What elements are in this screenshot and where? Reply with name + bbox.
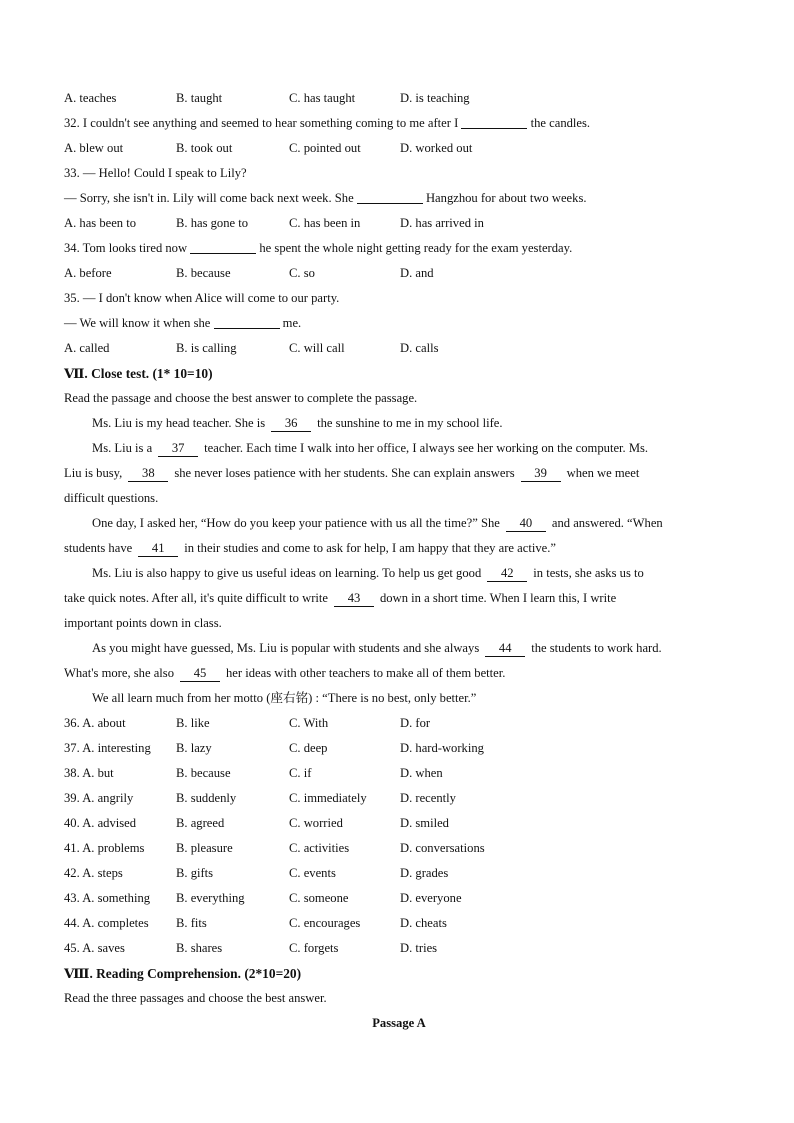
cloze-option-b: B. shares — [176, 941, 223, 955]
q34-option-b: B. because — [176, 266, 231, 280]
blank-39: 39 — [521, 466, 561, 482]
q35-text-pre: — We will know it when she — [64, 316, 214, 330]
q35-text-post: me. — [279, 316, 302, 330]
q35-option-a: A. called — [64, 341, 110, 355]
cloze-option-d: D. tries — [400, 941, 438, 955]
q34-options — [64, 261, 734, 286]
q32-text-post: the candles. — [527, 116, 591, 130]
cloze-option-row — [64, 761, 734, 786]
q34-blank — [190, 238, 256, 254]
cloze-option-c: C. someone — [289, 891, 349, 905]
cloze-option-row — [64, 861, 734, 886]
cloze-text: teacher. Each time I walk into her office, I always see her working on the computer. Ms. — [204, 441, 649, 455]
cloze-text: What's more, she also — [64, 666, 174, 680]
cloze-option-d: D. grades — [400, 866, 449, 880]
q33-text-pre: — Sorry, she isn't in. Lily will come back next week. She — [64, 191, 357, 205]
blank-45: 45 — [180, 666, 220, 682]
exam-page — [64, 86, 734, 1036]
cloze-text: when we meet — [566, 466, 640, 480]
cloze-option-row — [64, 811, 734, 836]
cloze-option-d: D. everyone — [400, 891, 462, 905]
cloze-option-row — [64, 836, 734, 861]
reading-heading: Ⅷ. Reading Comprehension. (2*10=20) — [64, 966, 302, 981]
cloze-option-d: D. for — [400, 716, 431, 730]
cloze-paragraph-3-cont — [64, 536, 734, 561]
q31-option-b: B. taught — [176, 91, 223, 105]
cloze-option-c: C. activities — [289, 841, 350, 855]
q35-option-c: C. will call — [289, 341, 345, 355]
q34-option-d: D. and — [400, 266, 434, 280]
blank-42: 42 — [487, 566, 527, 582]
cloze-text: students have — [64, 541, 133, 555]
cloze-text: Ms. Liu is also happy to give us useful ideas on learning. To help us get good — [92, 566, 482, 580]
q33-option-a: A. has been to — [64, 216, 137, 230]
q35-stem — [64, 311, 734, 336]
q32-text-pre: 32. I couldn't see anything and seemed to hear something coming to me after I — [64, 116, 462, 130]
q35-blank — [214, 313, 280, 329]
q33-line1: 33. — Hello! Could I speak to Lily? — [64, 166, 247, 180]
cloze-text: As you might have guessed, Ms. Liu is popular with students and she always — [92, 641, 480, 655]
cloze-option-a: 43. A. something — [64, 891, 151, 905]
cloze-option-b: B. pleasure — [176, 841, 233, 855]
cloze-text: in tests, she asks us to — [533, 566, 644, 580]
cloze-text: she never loses patience with her students. She can explain answers — [174, 466, 515, 480]
cloze-option-c: C. if — [289, 766, 312, 780]
cloze-option-row — [64, 786, 734, 811]
q35-option-b: B. is calling — [176, 341, 237, 355]
cloze-text: in their studies and come to ask for help, I am happy that they are active.” — [184, 541, 556, 555]
cloze-option-b: B. lazy — [176, 741, 212, 755]
cloze-option-row — [64, 911, 734, 936]
q31-option-a: A. teaches — [64, 91, 117, 105]
cloze-option-c: C. deep — [289, 741, 328, 755]
cloze-paragraph-4-cont — [64, 586, 734, 611]
q33-blank — [357, 188, 423, 204]
cloze-option-a: 37. A. interesting — [64, 741, 151, 755]
q32-options — [64, 136, 734, 161]
cloze-option-b: B. everything — [176, 891, 245, 905]
cloze-option-d: D. when — [400, 766, 443, 780]
q34-option-c: C. so — [289, 266, 315, 280]
cloze-option-c: C. encourages — [289, 916, 361, 930]
passage-a-title: Passage A — [372, 1016, 426, 1030]
q33-options — [64, 211, 734, 236]
cloze-option-d: D. cheats — [400, 916, 447, 930]
cloze-paragraph-2-end: difficult questions. — [64, 491, 159, 505]
cloze-option-b: B. like — [176, 716, 210, 730]
q33-option-b: B. has gone to — [176, 216, 249, 230]
blank-38: 38 — [128, 466, 168, 482]
q32-blank — [461, 113, 527, 129]
cloze-option-row — [64, 936, 734, 961]
blank-41: 41 — [138, 541, 178, 557]
q33-text-post: Hangzhou for about two weeks. — [422, 191, 587, 205]
cloze-paragraph-1 — [64, 411, 734, 436]
cloze-text: her ideas with other teachers to make all of them better. — [226, 666, 506, 680]
cloze-option-row — [64, 886, 734, 911]
cloze-option-a: 42. A. steps — [64, 866, 123, 880]
cloze-text: Ms. Liu is a — [92, 441, 153, 455]
q31-options — [64, 86, 734, 111]
cloze-paragraph-6: We all learn much from her motto (座右铭) : “There is no best, only better.” — [92, 691, 477, 705]
q33-stem — [64, 186, 734, 211]
cloze-paragraph-5-cont — [64, 661, 734, 686]
cloze-paragraph-3 — [64, 511, 734, 536]
q35-option-d: D. calls — [400, 341, 439, 355]
cloze-text: and answered. “When — [551, 516, 663, 530]
cloze-option-a: 44. A. completes — [64, 916, 149, 930]
cloze-text: Ms. Liu is my head teacher. She is — [92, 416, 266, 430]
q31-option-c: C. has taught — [289, 91, 356, 105]
cloze-paragraph-2 — [64, 436, 734, 461]
cloze-option-a: 39. A. angrily — [64, 791, 134, 805]
cloze-option-d: D. smiled — [400, 816, 449, 830]
q33-option-d: D. has arrived in — [400, 216, 484, 230]
q32-option-a: A. blew out — [64, 141, 124, 155]
cloze-text: the sunshine to me in my school life. — [317, 416, 503, 430]
q35-options — [64, 336, 734, 361]
cloze-heading: Ⅶ. Close test. (1* 10=10) — [64, 366, 213, 381]
cloze-option-c: C. worried — [289, 816, 343, 830]
cloze-option-a: 36. A. about — [64, 716, 126, 730]
cloze-option-c: C. With — [289, 716, 329, 730]
cloze-option-row — [64, 736, 734, 761]
q32-option-c: C. pointed out — [289, 141, 361, 155]
cloze-option-b: B. suddenly — [176, 791, 237, 805]
q34-stem — [64, 236, 734, 261]
cloze-option-row — [64, 711, 734, 736]
q32-option-b: B. took out — [176, 141, 233, 155]
blank-44: 44 — [485, 641, 525, 657]
cloze-text: take quick notes. After all, it's quite difficult to write — [64, 591, 328, 605]
cloze-option-a: 45. A. saves — [64, 941, 125, 955]
q34-text-post: he spent the whole night getting ready for the exam yesterday. — [256, 241, 573, 255]
cloze-text: the students to work hard. — [531, 641, 662, 655]
cloze-paragraph-4-end: important points down in class. — [64, 616, 222, 630]
cloze-text: One day, I asked her, “How do you keep your patience with us all the time?” She — [92, 516, 500, 530]
cloze-option-b: B. because — [176, 766, 231, 780]
cloze-text: Liu is busy, — [64, 466, 123, 480]
cloze-option-a: 41. A. problems — [64, 841, 145, 855]
cloze-option-c: C. immediately — [289, 791, 367, 805]
reading-instruction: Read the three passages and choose the best answer. — [64, 991, 327, 1005]
q32-stem — [64, 111, 734, 136]
cloze-option-b: B. gifts — [176, 866, 214, 880]
cloze-option-a: 40. A. advised — [64, 816, 137, 830]
cloze-paragraph-5 — [64, 636, 734, 661]
cloze-instruction: Read the passage and choose the best answer to complete the passage. — [64, 391, 418, 405]
blank-40: 40 — [506, 516, 546, 532]
cloze-text: down in a short time. When I learn this, I write — [380, 591, 617, 605]
cloze-option-a: 38. A. but — [64, 766, 114, 780]
q34-option-a: A. before — [64, 266, 112, 280]
q35-line1: 35. — I don't know when Alice will come to our party. — [64, 291, 340, 305]
cloze-option-d: D. hard-working — [400, 741, 484, 755]
cloze-paragraph-4 — [64, 561, 734, 586]
q34-text-pre: 34. Tom looks tired now — [64, 241, 191, 255]
q33-option-c: C. has been in — [289, 216, 361, 230]
blank-36: 36 — [271, 416, 311, 432]
q31-option-d: D. is teaching — [400, 91, 470, 105]
cloze-option-c: C. forgets — [289, 941, 339, 955]
cloze-option-b: B. fits — [176, 916, 207, 930]
cloze-option-d: D. recently — [400, 791, 456, 805]
blank-37: 37 — [158, 441, 198, 457]
cloze-paragraph-2-cont — [64, 461, 734, 486]
cloze-option-c: C. events — [289, 866, 336, 880]
q32-option-d: D. worked out — [400, 141, 473, 155]
cloze-option-b: B. agreed — [176, 816, 225, 830]
blank-43: 43 — [334, 591, 374, 607]
cloze-option-d: D. conversations — [400, 841, 485, 855]
cloze-options — [64, 711, 734, 961]
